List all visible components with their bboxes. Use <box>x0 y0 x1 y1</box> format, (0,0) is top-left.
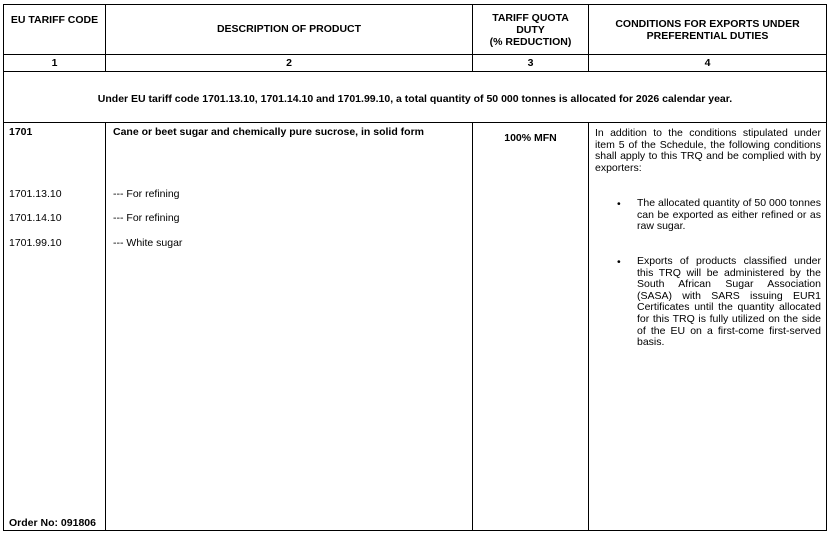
header-divider <box>3 54 827 55</box>
tariff-code-1701: 1701 <box>9 126 33 138</box>
order-number: Order No: 091806 <box>9 517 96 529</box>
header-description: DESCRIPTION OF PRODUCT <box>216 23 362 35</box>
column-number-3: 3 <box>527 57 534 69</box>
sub-item-code: 1701.99.10 <box>9 237 62 249</box>
table-border-right <box>826 4 827 531</box>
sub-item-description: --- For refining <box>113 212 180 224</box>
condition-bullet-2: Exports of products classified under this TRQ will be administered by the South African Sugar Association (SASA) with SARS issuing EUR1 Certificates until the quantity allocated for this TRQ is fully utilized on the side of the EU on a first-come first-served basis. <box>637 255 821 349</box>
col-divider-2-body <box>472 122 473 531</box>
col-divider-1-body <box>105 122 106 531</box>
column-number-divider <box>3 71 827 72</box>
bullet-marker: • <box>617 256 621 268</box>
table-border-left <box>3 4 4 531</box>
sub-item-code: 1701.14.10 <box>9 212 62 224</box>
header-tariff-quota-line3: (% REDUCTION) <box>489 36 572 48</box>
header-conditions-line1: CONDITIONS FOR EXPORTS UNDER <box>615 18 800 30</box>
sub-item-code: 1701.13.10 <box>9 188 62 200</box>
column-number-2: 2 <box>286 57 292 69</box>
table-border-bottom <box>3 530 827 531</box>
header-eu-tariff-code: EU TARIFF CODE <box>10 14 99 26</box>
sub-item-description: --- For refining <box>113 188 180 200</box>
column-number-1: 1 <box>51 57 58 69</box>
allocation-note: Under EU tariff code 1701.13.10, 1701.14.10 and 1701.99.10, a total quantity of 50 000 tonnes is allocated for 2026 calendar year. <box>97 93 733 105</box>
tariff-table <box>3 4 827 531</box>
condition-bullet-1: The allocated quantity of 50 000 tonnes can be exported as either refined or as raw sugar. <box>637 197 821 233</box>
header-conditions <box>589 7 826 53</box>
bullet-marker: • <box>617 198 621 210</box>
product-description: Cane or beet sugar and chemically pure sucrose, in solid form <box>113 126 425 138</box>
conditions-intro: In addition to the conditions stipulated under item 5 of the Schedule, the following conditions shall apply to this TRQ and be complied with by exporters: <box>595 127 821 174</box>
header-tariff-quota-duty <box>473 7 588 53</box>
tariff-duty-value: 100% MFN <box>504 132 557 144</box>
header-tariff-quota-line1: TARIFF QUOTA <box>492 12 569 24</box>
column-number-4: 4 <box>704 57 711 69</box>
note-divider <box>3 122 827 123</box>
col-divider-3-body <box>588 122 589 531</box>
header-tariff-quota-line2: DUTY <box>516 24 545 36</box>
header-conditions-line2: PREFERENTIAL DUTIES <box>646 30 769 42</box>
sub-item-description: --- White sugar <box>113 237 183 249</box>
